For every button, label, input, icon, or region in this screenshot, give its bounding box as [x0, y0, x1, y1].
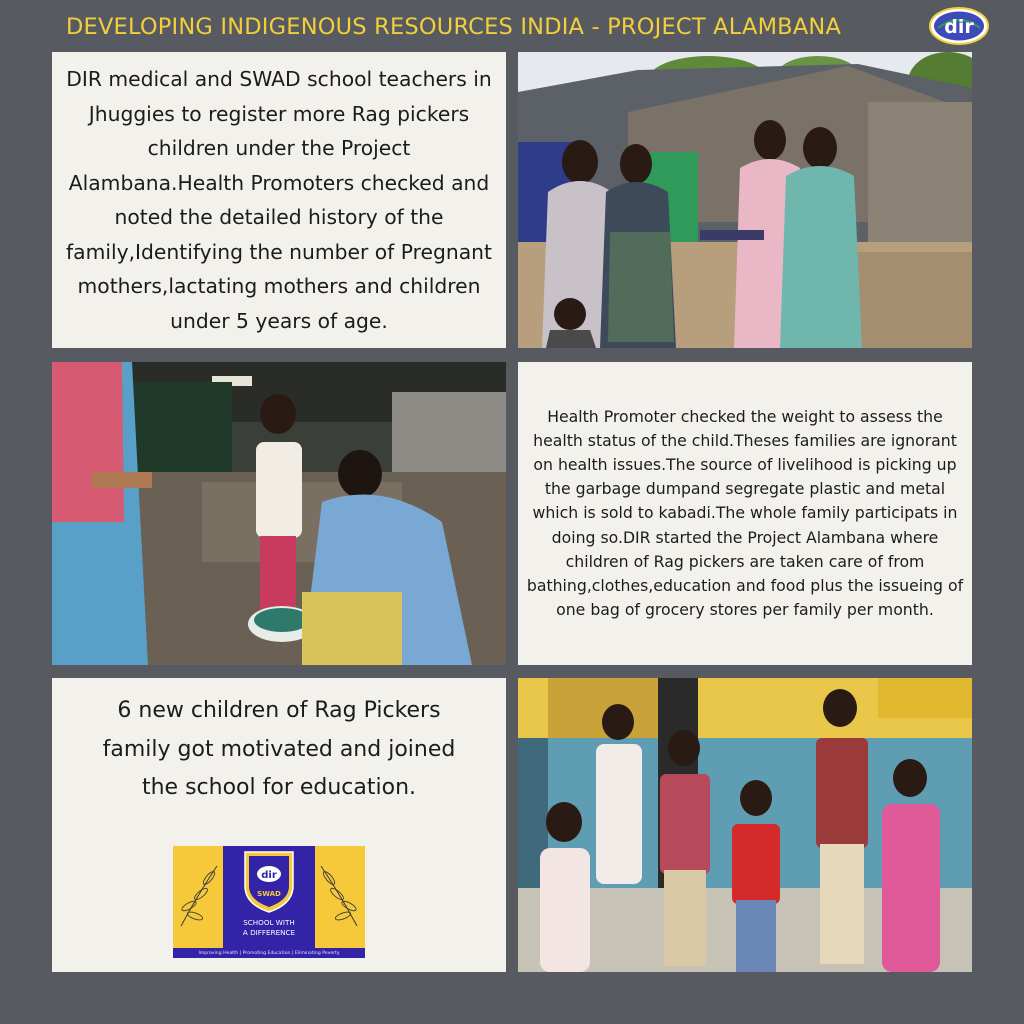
page-title: DEVELOPING INDIGENOUS RESOURCES INDIA - PROJECT ALAMBANA: [66, 14, 842, 40]
photo-children-group: [518, 678, 972, 972]
swad-line2: A DIFFERENCE: [242, 928, 296, 937]
photo-teachers-registering: [518, 52, 972, 348]
new-children-text: 6 new children of Rag Pickers family got motivated and joined the school for education.: [102, 698, 456, 800]
swad-name: SWAD: [257, 890, 281, 898]
registration-text: DIR medical and SWAD school teachers in Jhuggies to register more Rag pickers children under the Project Alambana.Health Promoters checked and noted the detailed history of the family,Identifying the number of Pregnant mothers,lactating mothers and children under 5 years of age.: [66, 67, 492, 333]
new-children-text-panel: [52, 678, 506, 972]
page-header: [0, 0, 1024, 52]
swad-line1: SCHOOL WITH: [243, 918, 295, 927]
swad-tagline: Improving Health | Promoting Education | Eliminating Poverty: [198, 951, 340, 956]
swad-logo: [173, 846, 365, 958]
registration-text-panel: [52, 52, 506, 348]
dir-logo: [928, 6, 990, 46]
weight-check-text: Health Promoter checked the weight to assess the health status of the child.Theses families are ignorant on health issues.The source of livelihood is picking up the garbage dumpand segregate plastic and metal which is sold to kabadi.The whole family participats in doing so.DIR started the Project Alambana where children of Rag pickers are taken care of from bathing,clothes,education and food plus the issueing of one bag of grocery stores per family per month.: [526, 406, 964, 620]
photo-weight-check: [52, 362, 506, 665]
weight-check-text-panel: [518, 362, 972, 665]
dir-logo-text: dir: [944, 16, 974, 38]
swad-emblem-text: dir: [261, 870, 277, 881]
